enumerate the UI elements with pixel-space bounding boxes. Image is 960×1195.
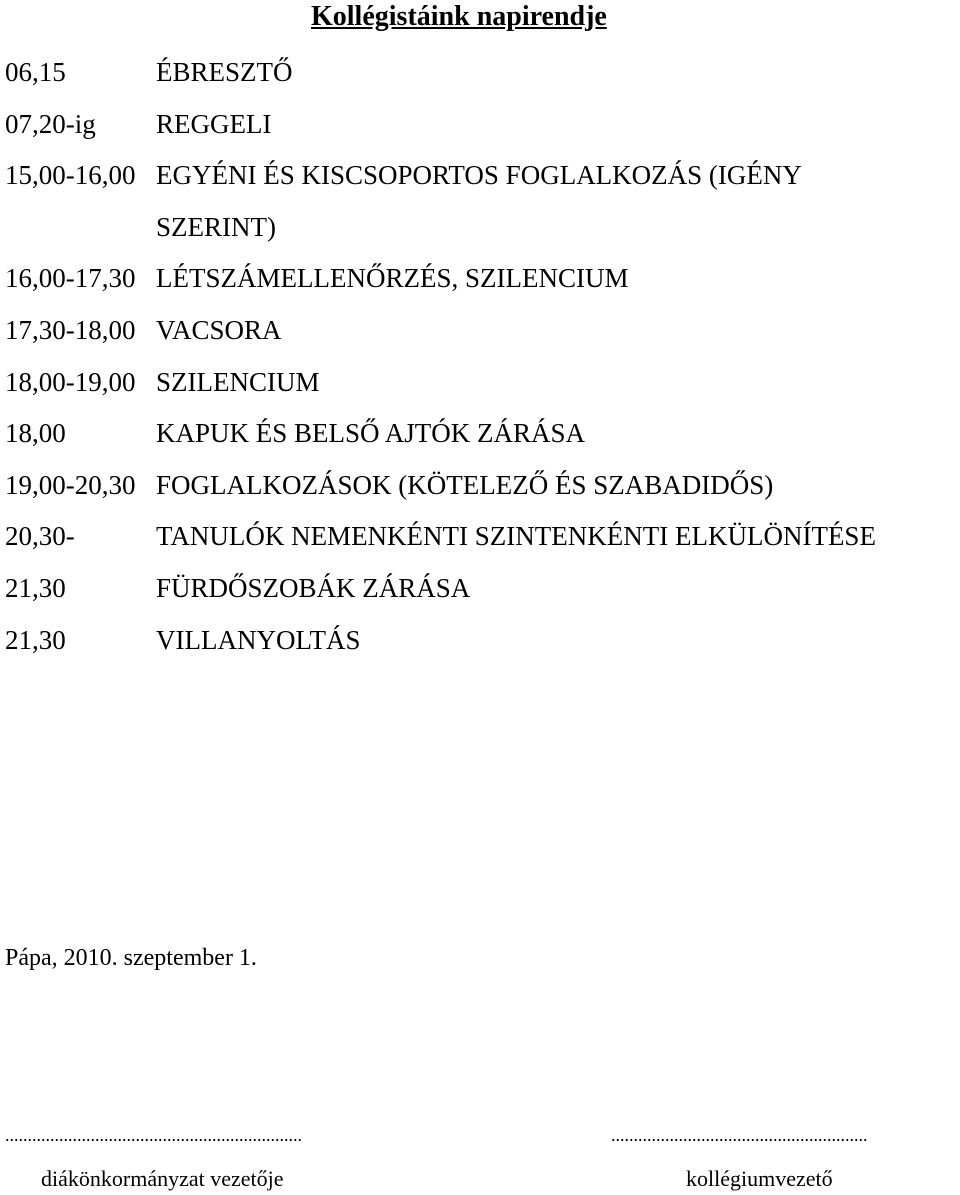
schedule-activity: REGGELI [156,108,272,139]
schedule-time: 21,30 [5,572,66,603]
schedule-activity: KAPUK ÉS BELSŐ AJTÓK ZÁRÁSA [156,418,586,449]
schedule-activity: LÉTSZÁMELLENŐRZÉS, SZILENCIUM [156,263,629,294]
place-date: Pápa, 2010. szeptember 1. [5,945,257,971]
schedule-time: 17,30-18,00 [5,314,136,345]
schedule-time: 20,30- [5,521,75,552]
document-title: Kollégistáink napirendje [311,1,607,32]
schedule-activity: FÜRDŐSZOBÁK ZÁRÁSA [156,572,471,603]
schedule-activity: EGYÉNI ÉS KISCSOPORTOS FOGLALKOZÁS (IGÉNY [156,160,802,191]
schedule-activity: SZERINT) [156,211,276,242]
schedule-activity: SZILENCIUM [156,366,320,397]
signature-label-left: diákönkormányzat vezetője [41,1166,284,1191]
signature-line-right: ......................................................... [611,1125,868,1145]
schedule-time: 18,00-19,00 [5,366,136,397]
schedule-time: 19,00-20,30 [5,469,136,500]
schedule-time: 07,20-ig [5,108,96,139]
schedule-activity: VILLANYOLTÁS [156,624,361,655]
schedule-time: 18,00 [5,418,66,449]
schedule-time: 16,00-17,30 [5,263,136,294]
schedule-activity: ÉBRESZTŐ [156,57,293,87]
schedule-time: 15,00-16,00 [5,160,136,191]
signature-line-left: .................................................................. [5,1125,302,1145]
schedule-time: 21,30 [5,624,66,655]
schedule-time: 06,15 [5,57,66,87]
schedule-activity: FOGLALKOZÁSOK (KÖTELEZŐ ÉS SZABADIDŐS) [156,469,774,500]
signature-label-right: kollégiumvezető [686,1166,833,1191]
schedule-activity: VACSORA [156,314,282,345]
schedule-activity: TANULÓK NEMENKÉNTI SZINTENKÉNTI ELKÜLÖNÍTÉSE [156,521,876,552]
